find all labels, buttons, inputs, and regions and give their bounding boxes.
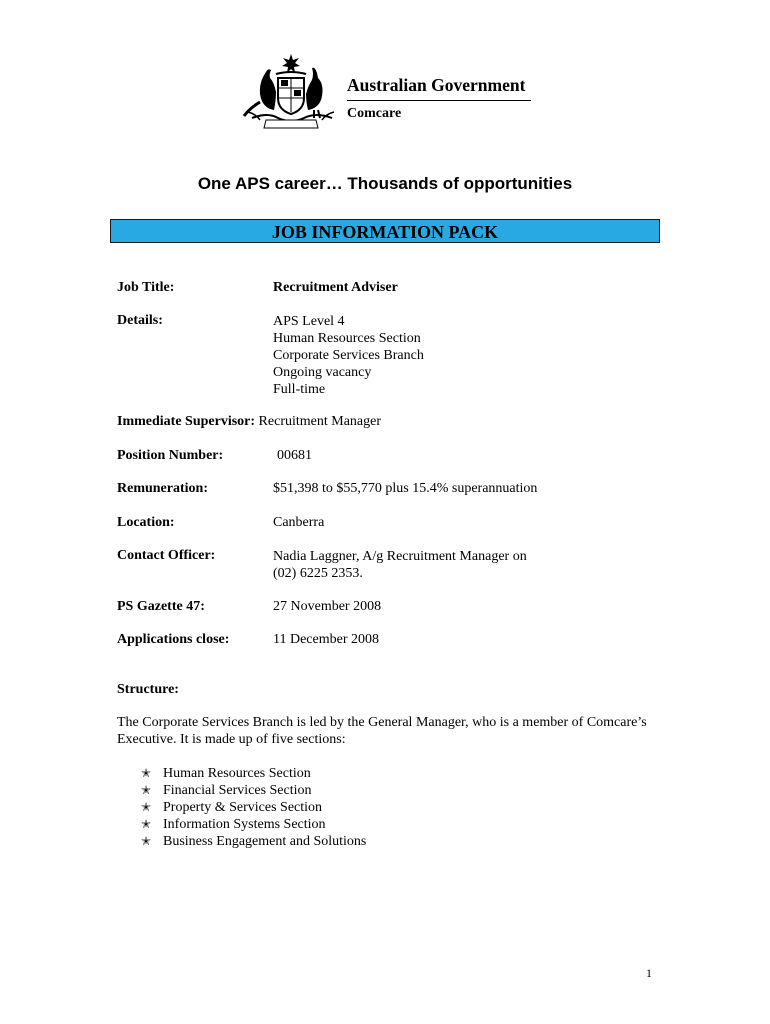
tagline: One APS career… Thousands of opportunities [197, 174, 573, 193]
details-line: Ongoing vacancy [273, 365, 372, 380]
job-title-label: Job Title: [117, 280, 175, 295]
agency-logo [238, 52, 538, 132]
star-bullet-icon: ✭ [141, 783, 152, 797]
list-item-label: Financial Services Section [163, 783, 312, 798]
details-line: Full-time [273, 382, 326, 397]
header-divider [347, 100, 531, 101]
details-line: Corporate Services Branch [273, 348, 424, 363]
contact-line: (02) 6225 2353. [273, 566, 363, 581]
details-line: Human Resources Section [273, 331, 421, 346]
supervisor-value: Recruitment Manager [258, 414, 381, 429]
structure-heading: Structure: [117, 682, 179, 697]
list-item-label: Information Systems Section [163, 817, 326, 832]
applications-close-value: 11 December 2008 [273, 632, 379, 647]
star-bullet-icon: ✭ [141, 834, 152, 848]
coat-of-arms-icon [238, 52, 344, 132]
list-item [141, 765, 366, 782]
job-title-value: Recruitment Adviser [273, 280, 398, 295]
contact-value [273, 548, 527, 582]
gazette-label: PS Gazette 47: [117, 599, 205, 614]
star-bullet-icon: ✭ [141, 817, 152, 831]
details-label: Details: [117, 313, 163, 328]
applications-close-label: Applications close: [117, 632, 230, 647]
star-bullet-icon: ✭ [141, 766, 152, 780]
contact-line: Nadia Laggner, A/g Recruitment Manager on [273, 549, 527, 564]
location-label: Location: [117, 515, 175, 530]
position-number-label: Position Number: [117, 448, 224, 463]
agency-name: Comcare [347, 106, 402, 121]
org-name: Australian Government [347, 75, 526, 95]
title-banner [110, 219, 660, 243]
page-number: 1 [646, 966, 652, 980]
remuneration-value: $51,398 to $55,770 plus 15.4% superannuation [273, 481, 538, 496]
list-item [141, 799, 366, 816]
list-item [141, 833, 366, 850]
page-title: JOB INFORMATION PACK [271, 222, 499, 242]
remuneration-label: Remuneration: [117, 481, 208, 496]
supervisor-row [117, 414, 381, 430]
sections-list [141, 765, 366, 850]
list-item-label: Human Resources Section [163, 766, 311, 781]
contact-label: Contact Officer: [117, 548, 216, 563]
list-item [141, 782, 366, 799]
list-item [141, 816, 366, 833]
structure-paragraph: The Corporate Services Branch is led by the General Manager, who is a member of Comcare’s Executive. It is made up of five sections: [117, 715, 647, 747]
position-number-value: 00681 [277, 448, 312, 463]
location-value: Canberra [273, 515, 325, 530]
list-item-label: Business Engagement and Solutions [163, 834, 367, 849]
details-line: APS Level 4 [273, 314, 345, 329]
gazette-value: 27 November 2008 [273, 599, 382, 614]
supervisor-label: Immediate Supervisor: [117, 414, 256, 429]
star-bullet-icon: ✭ [141, 800, 152, 814]
list-item-label: Property & Services Section [163, 800, 323, 815]
details-value [273, 313, 424, 398]
